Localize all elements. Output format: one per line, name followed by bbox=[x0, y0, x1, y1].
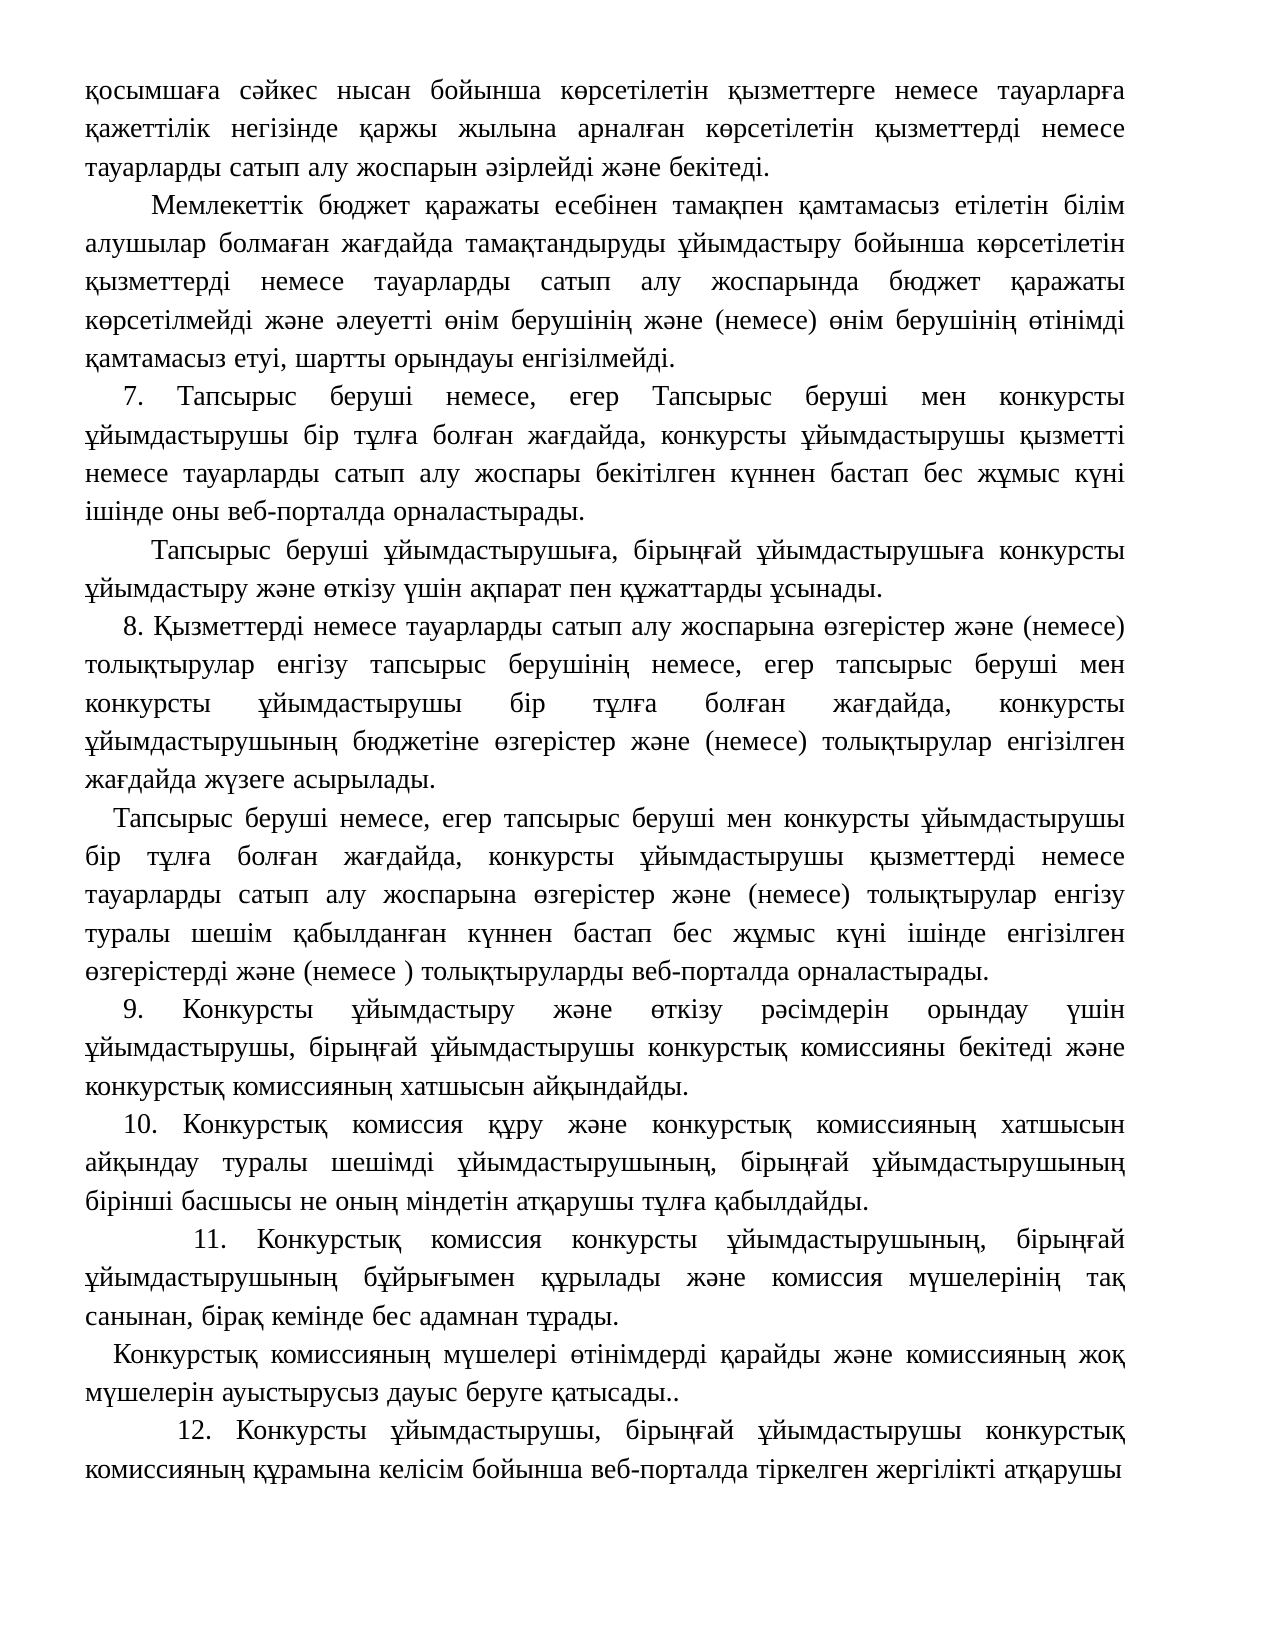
document-text-body bbox=[85, 72, 1125, 1489]
paragraph-item-8: 8. Қызметтерді немесе тауарларды сатып алу жоспарына өзгерістер және (немесе) толықтырулар енгізу тапсырыс берушінің немесе, егер тапсырыс беруші мен конкурсты ұйымдастырушы бір тұлға болған жағдайда, конкурсты ұйымдастырушының бюджетіне өзгерістер және (немесе) толықтырулар енгізілген жағдайда жүзеге асырылады. bbox=[85, 611, 1125, 796]
paragraph-item-9: 9. Конкурсты ұйымдастыру және өткізу рәсімдерін орындау үшін ұйымдастырушы, бірыңғай ұйымдастырушы конкурстық комиссияны бекітеді және конкурстық комиссияның хатшысын айқындайды. bbox=[85, 994, 1125, 1102]
paragraph-item-12: 12. Конкурсты ұйымдастырушы, бірыңғай ұйымдастырушы конкурстық комиссияның құрамына келісім бойынша веб-порталда тіркелген жергілікті атқарушы bbox=[85, 1415, 1125, 1485]
paragraph-customer-provides: Тапсырыс беруші ұйымдастырушыға, бірыңғай ұйымдастырушыға конкурсты ұйымдастыру және өткізу үшін ақпарат пен құжаттарды ұсынады. bbox=[85, 534, 1125, 604]
paragraph-continuation: қосымшаға сәйкес нысан бойынша көрсетілетін қызметтерге немесе тауарларға қажеттілік негізінде қаржы жылына арналған көрсетілетін қызметтерді немесе тауарларды сатып алу жоспарын әзірлейді және бекітеді. bbox=[85, 75, 1125, 183]
paragraph-item-11: 11. Конкурстық комиссия конкурсты ұйымдастырушының, бірыңғай ұйымдастырушының бұйрығымен құрылады және комиссия мүшелерінің тақ санынан, бірақ кемінде бес адамнан тұрады. bbox=[85, 1223, 1125, 1332]
paragraph-item-10: 10. Конкурстық комиссия құру және конкурстық комиссияның хатшысын айқындау туралы шешімді ұйымдастырушының, бірыңғай ұйымдастырушының бірінші басшысы не оның міндетін атқарушы тұлға қабылдайды. bbox=[85, 1109, 1125, 1217]
paragraph-item-7: 7. Тапсырыс беруші немесе, егер Тапсырыс беруші мен конкурсты ұйымдастырушы бір тұлға болған жағдайда, конкурсты ұйымдастырушы қызметті немесе тауарларды сатып алу жоспары бекітілген күннен бастап бес жұмыс күні ішінде оны веб-порталда орналастырады. bbox=[85, 381, 1125, 528]
paragraph-commission-members: Конкурстық комиссияның мүшелері өтінімдерді қарайды және комиссияның жоқ мүшелерін ауыстырусыз дауыс беруге қатысады.. bbox=[85, 1338, 1125, 1409]
paragraph-state-budget: Мемлекеттік бюджет қаражаты есебінен тамақпен қамтамасыз етілетін білім алушылар болмаған жағдайда тамақтандыруды ұйымдастыру бойынша көрсетілетін қызметтерді немесе тауарларды сатып алу жоспарында бюджет қаражаты көрсетілмейді және әлеуетті өнім берушінің және (немесе) өнім берушінің өтінімді қамтамасыз етуі, шартты орындауы енгізілмейді. bbox=[85, 189, 1125, 375]
paragraph-changes-decision: Тапсырыс беруші немесе, егер тапсырыс беруші мен конкурсты ұйымдастырушы бір тұлға болған жағдайда, конкурсты ұйымдастырушы қызметтерді немесе тауарларды сатып алу жоспарына өзгерістер және (немесе) толықтырулар енгізу туралы шешім қабылданған күннен бастап бес жұмыс күні ішінде енгізілген өзгерістерді және (немесе ) толықтыруларды веб-порталда орналастырады. bbox=[85, 802, 1125, 987]
